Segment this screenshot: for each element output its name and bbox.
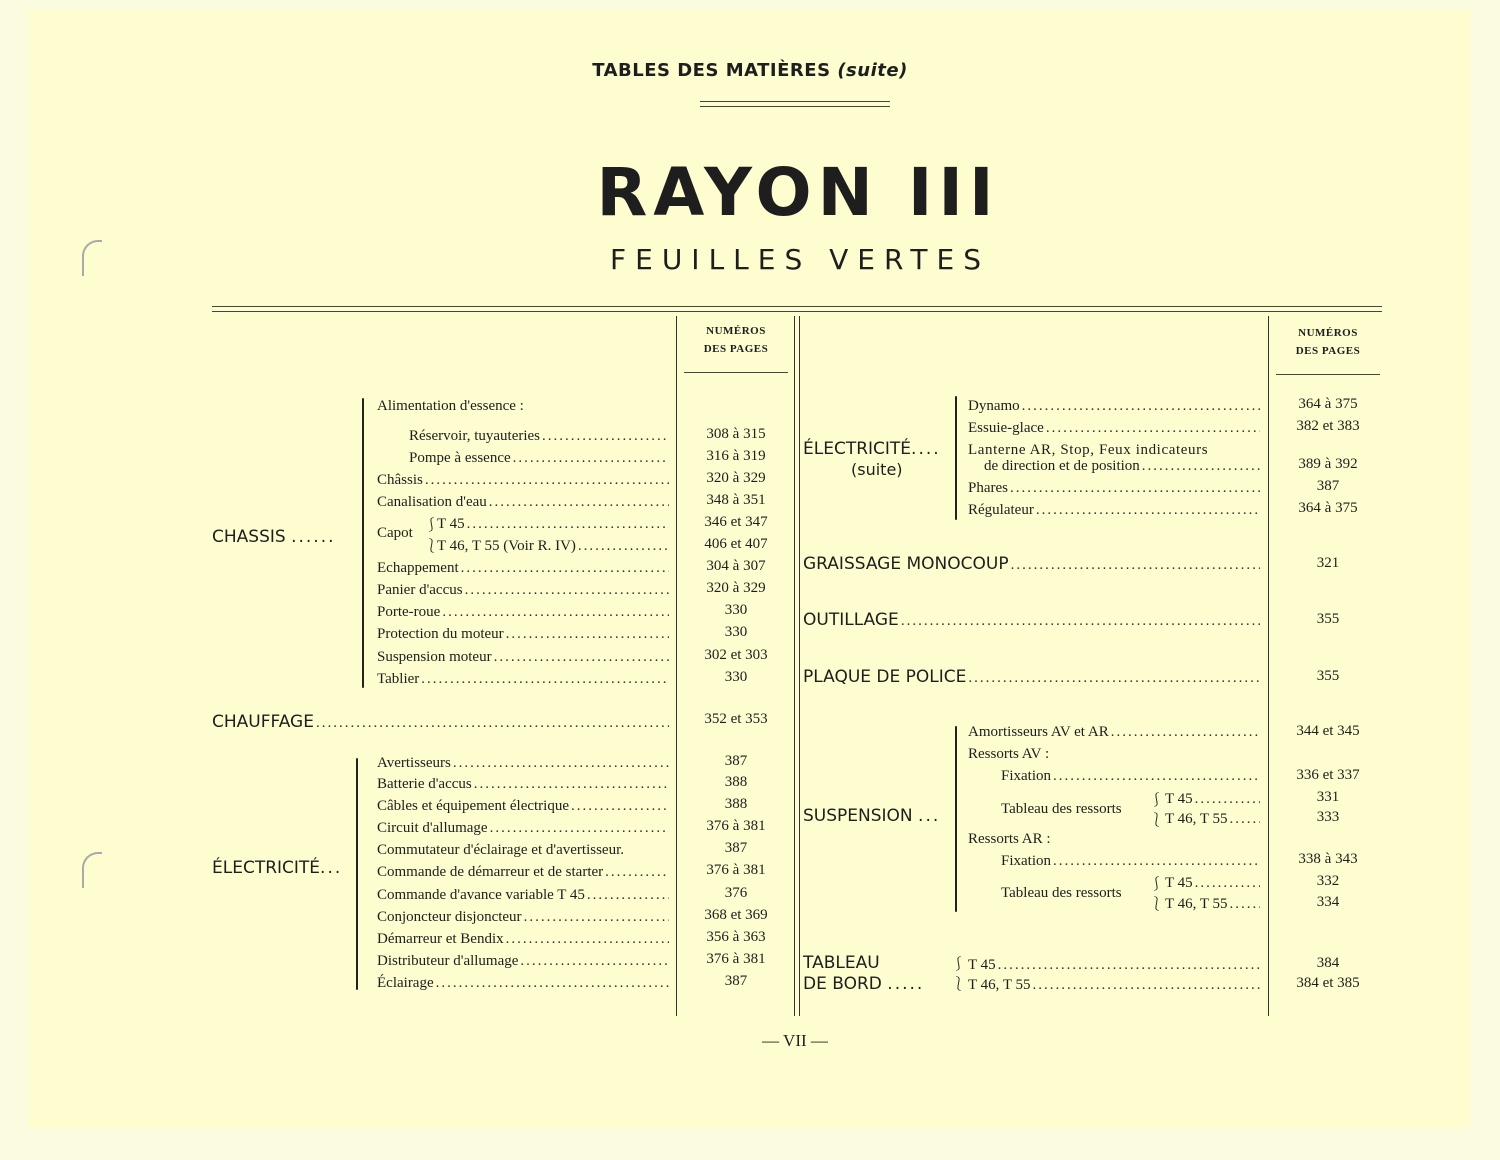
- list-item: Alimentation d'essence :: [377, 398, 524, 414]
- list-item: Commande de démarreur et de starter .....: [377, 862, 669, 882]
- list-item: Ressorts AR :: [968, 831, 1051, 847]
- list-item: Câbles et équipement électrique .....: [377, 796, 669, 816]
- column-header-pages: NUMÉROS DES PAGES: [703, 325, 769, 355]
- list-item: Pompe à essence .....: [409, 448, 669, 468]
- brace: [955, 726, 957, 912]
- category-outillage: OUTILLAGE .....: [803, 609, 1260, 631]
- punch-hole-mark: [82, 240, 102, 276]
- list-item: Tablier .....: [377, 669, 669, 689]
- page-number: 364 à 375: [1298, 500, 1358, 516]
- list-item: Circuit d'allumage .....: [377, 818, 669, 838]
- list-item: T 45 .....: [437, 514, 669, 534]
- list-item: Fixation .....: [1001, 851, 1260, 871]
- divider: [212, 306, 1382, 307]
- page-number: 376 à 381: [706, 951, 766, 967]
- page-number: 387: [724, 973, 748, 989]
- page-number: 389 à 392: [1298, 456, 1358, 472]
- list-item: T 45 .....: [1165, 873, 1260, 893]
- column-divider: [676, 316, 677, 1016]
- brace: ⎰ ⎱: [1150, 792, 1164, 827]
- divider: [684, 372, 788, 373]
- list-item: Batterie d'accus .....: [377, 774, 669, 794]
- page-number: 333: [1316, 809, 1340, 825]
- list-item: Dynamo .....: [968, 396, 1260, 416]
- column-divider: [799, 316, 800, 1016]
- list-item: Canalisation d'eau .....: [377, 492, 669, 512]
- page-subtitle: FEUILLES VERTES: [610, 243, 990, 276]
- category-plaque-de-police: PLAQUE DE POLICE .....: [803, 666, 1260, 688]
- list-item: Régulateur .....: [968, 500, 1260, 520]
- page-number: 382 et 383: [1296, 418, 1360, 434]
- page-number: 352 et 353: [704, 711, 768, 727]
- page-number: 355: [1316, 668, 1340, 684]
- page-number: 346 et 347: [704, 514, 768, 530]
- list-item: T 45 .....: [1165, 789, 1260, 809]
- list-item: Réservoir, tuyauteries .....: [409, 426, 669, 446]
- page-number: 355: [1316, 611, 1340, 627]
- list-item: Protection du moteur .....: [377, 624, 669, 644]
- page-number: 356 à 363: [706, 929, 766, 945]
- page-number: 376 à 381: [706, 818, 766, 834]
- column-header-pages: NUMÉROS DES PAGES: [1295, 327, 1361, 357]
- page-number: 388: [724, 796, 748, 812]
- page-number: 344 et 345: [1296, 723, 1360, 739]
- page-number: 331: [1316, 789, 1340, 805]
- page-footer-number: — VII —: [762, 1031, 828, 1050]
- list-item: Châssis .....: [377, 470, 669, 490]
- list-item: Essuie-glace .....: [968, 418, 1260, 438]
- list-item: de direction et de position .....: [984, 456, 1260, 476]
- list-item: Éclairage .....: [377, 973, 669, 993]
- category-graissage: GRAISSAGE MONOCOUP .....: [803, 553, 1260, 575]
- list-item: Ressorts AV :: [968, 746, 1050, 762]
- list-item: Tableau des ressorts: [1001, 885, 1122, 901]
- page-number: 376 à 381: [706, 862, 766, 878]
- list-item: Porte-roue .....: [377, 602, 669, 622]
- page-number: 330: [724, 624, 748, 640]
- category-chassis: CHASSIS ......: [212, 527, 336, 547]
- page-number: 348 à 351: [706, 492, 766, 508]
- page-number: 332: [1316, 873, 1340, 889]
- brace: [362, 398, 364, 688]
- brace: ⎰ ⎱: [1150, 876, 1164, 911]
- page-number: 387: [1316, 478, 1340, 494]
- list-item: Suspension moteur .....: [377, 647, 669, 667]
- column-divider: [1268, 316, 1269, 1016]
- category-suspension: SUSPENSION ...: [803, 806, 941, 826]
- list-item: Fixation .....: [1001, 766, 1260, 786]
- page-number: 336 et 337: [1296, 767, 1360, 783]
- category-electricite-suite: ÉLECTRICITÉ....: [803, 439, 941, 459]
- divider: [700, 106, 890, 107]
- page-number: 316 à 319: [706, 448, 766, 464]
- category-electricite: ÉLECTRICITÉ...: [212, 858, 343, 878]
- brace: ⎰ ⎱: [952, 956, 966, 991]
- page-number: 406 et 407: [704, 536, 768, 552]
- category-chauffage: CHAUFFAGE .....: [212, 711, 669, 733]
- column-divider: [794, 316, 795, 1016]
- list-item: T 46, T 55 .....: [1165, 894, 1260, 914]
- page-number: 330: [724, 602, 748, 618]
- page-number: 321: [1316, 555, 1340, 571]
- list-item: Avertisseurs .....: [377, 753, 669, 773]
- page-number: 304 à 307: [706, 558, 766, 574]
- page-number: 308 à 315: [706, 426, 766, 442]
- list-item: Panier d'accus .....: [377, 580, 669, 600]
- divider: [700, 101, 890, 102]
- page-number: 388: [724, 774, 748, 790]
- list-item: Démarreur et Bendix .....: [377, 929, 669, 949]
- category-suite-note: (suite): [851, 460, 903, 479]
- page-number: 338 à 343: [1298, 851, 1358, 867]
- list-item: Amortisseurs AV et AR .....: [968, 722, 1260, 742]
- list-item: Distributeur d'allumage .....: [377, 951, 669, 971]
- divider: [212, 311, 1382, 312]
- list-item: T 46, T 55 .....: [1165, 809, 1260, 829]
- list-item: Commutateur d'éclairage et d'avertisseur.: [377, 842, 624, 858]
- list-item: Phares .....: [968, 478, 1260, 498]
- category-tableau-de-bord: TABLEAU DE BORD .....: [803, 953, 925, 994]
- page-number: 320 à 329: [706, 470, 766, 486]
- list-item: Echappement .....: [377, 558, 669, 578]
- page-number: 384 et 385: [1296, 975, 1360, 991]
- page-suptitle: TABLES DES MATIÈRES (suite): [592, 60, 908, 81]
- page-title: RAYON III: [596, 154, 1000, 231]
- brace: [955, 396, 957, 520]
- list-item: T 46, T 55 (Voir R. IV) .....: [437, 536, 669, 556]
- divider: [1276, 374, 1380, 375]
- page-number: 334: [1316, 894, 1340, 910]
- page-number: 384: [1316, 955, 1340, 971]
- page-number: 302 et 303: [704, 647, 768, 663]
- page-number: 376: [724, 885, 748, 901]
- punch-hole-mark: [82, 852, 102, 888]
- list-item: Commande d'avance variable T 45 .....: [377, 885, 669, 905]
- page-number: 364 à 375: [1298, 396, 1358, 412]
- page-number: 368 et 369: [704, 907, 768, 923]
- list-item: Capot: [377, 525, 413, 541]
- list-item: T 46, T 55 .....: [968, 975, 1260, 995]
- page-number: 330: [724, 669, 748, 685]
- page-number: 320 à 329: [706, 580, 766, 596]
- brace: ⎰ ⎱: [425, 517, 439, 553]
- list-item: T 45 .....: [968, 955, 1260, 975]
- list-item: Lanterne AR, Stop, Feux indicateurs: [968, 442, 1209, 458]
- page-number: 387: [724, 840, 748, 856]
- list-item: Conjoncteur disjoncteur .....: [377, 907, 669, 927]
- page-number: 387: [724, 753, 748, 769]
- list-item: Tableau des ressorts: [1001, 801, 1122, 817]
- brace: [356, 758, 358, 990]
